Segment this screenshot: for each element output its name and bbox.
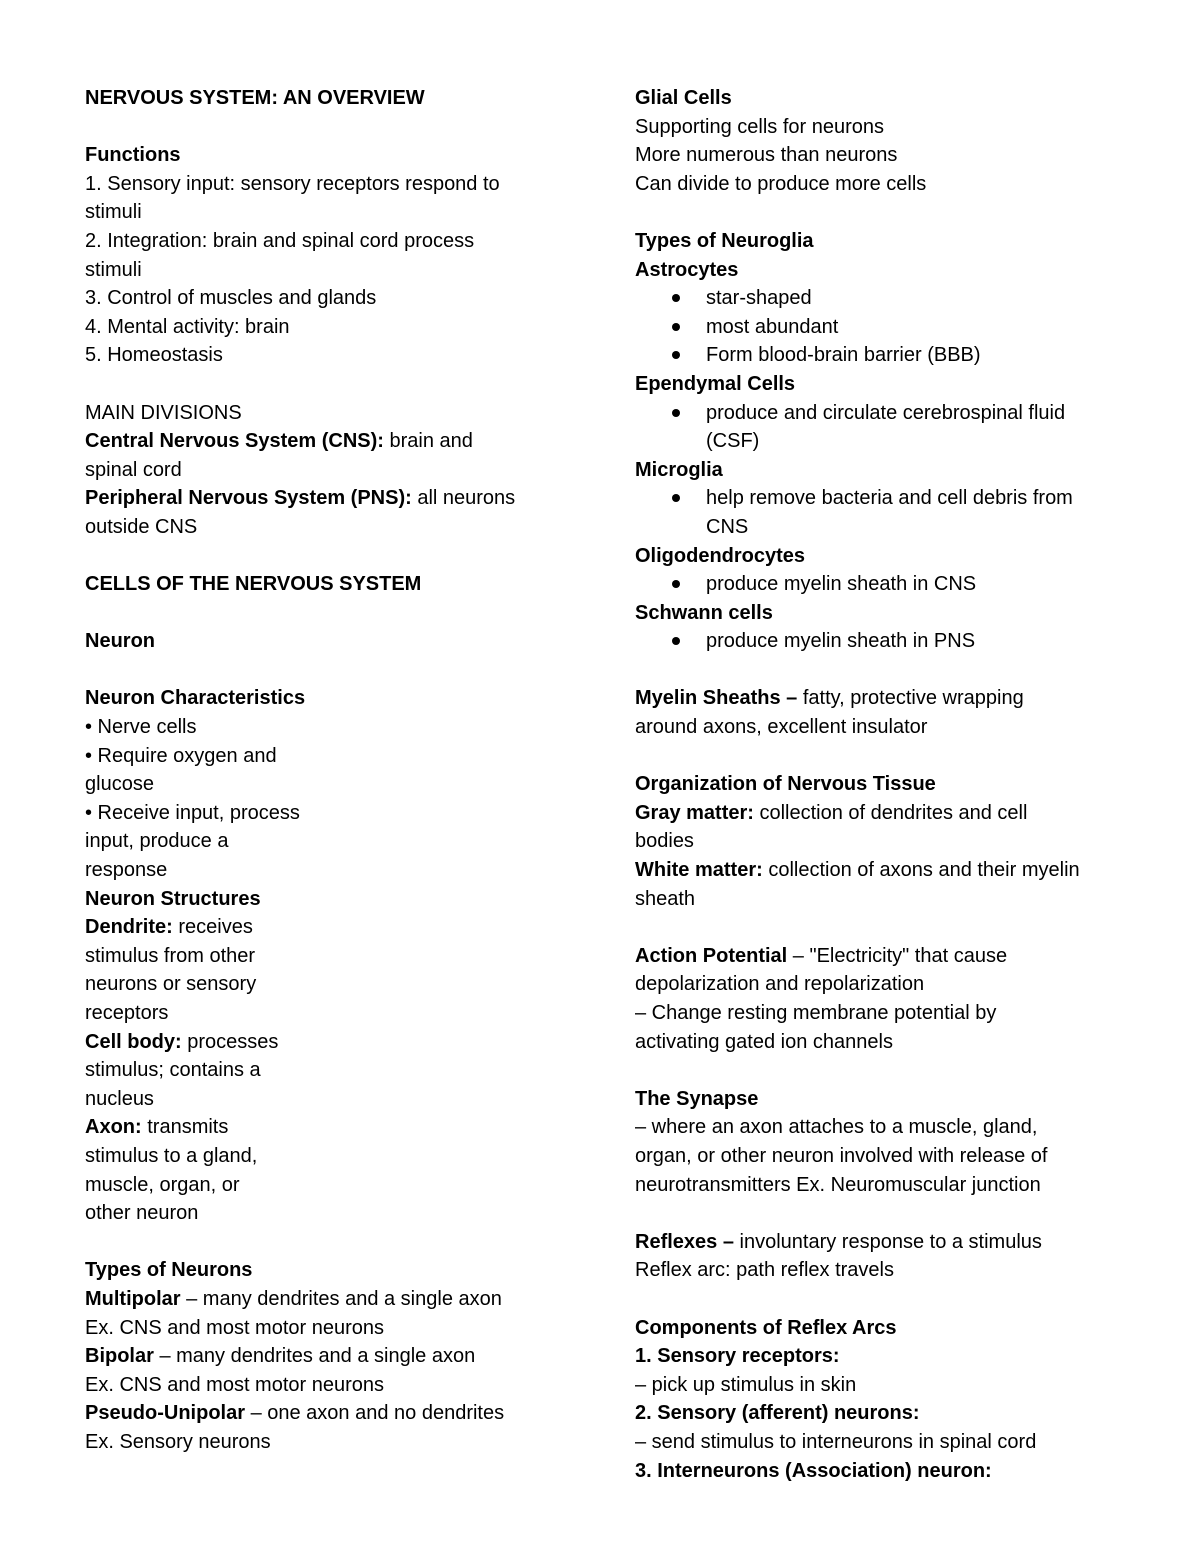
glial-line: Can divide to produce more cells [635,172,927,195]
axon-line: muscle, organ, or [85,1173,240,1196]
component-item: 1. Sensory receptors: [635,1345,840,1368]
characteristics-heading: Neuron Characteristics [85,687,306,710]
cell-body-definition: Cell body: processes [85,1030,279,1053]
reflexes-line: Reflex arc: path reflex travels [635,1259,894,1282]
component-definition: – pick up stimulus in skin [635,1373,857,1396]
action-potential-line: activating gated ion channels [635,1030,893,1053]
component-item: 3. Interneurons (Association) neuron: [635,1459,992,1482]
characteristics-line: • Require oxygen and [85,744,277,767]
right-column [635,84,1145,1485]
dendrite-line: receptors [85,1002,169,1024]
pseudo-unipolar-example: Ex. Sensory neurons [85,1430,271,1453]
axon-definition: Axon: transmits [85,1116,229,1139]
list-item: most abundant [635,313,1145,342]
action-potential-line: – Change resting membrane potential by [635,1002,997,1024]
list-item: star-shaped [635,284,1145,313]
synapse-line: neurotransmitters Ex. Neuromuscular junction [635,1173,1041,1196]
bipolar-definition: Bipolar – many dendrites and a single axon [85,1345,476,1368]
document-title: NERVOUS SYSTEM: AN OVERVIEW [85,87,425,109]
structures-heading: Neuron Structures [85,887,261,910]
multipolar-definition: Multipolar – many dendrites and a single axon [85,1287,502,1310]
components-heading: Components of Reflex Arcs [635,1316,897,1339]
axon-line: other neuron [85,1202,199,1225]
divisions-heading: MAIN DIVISIONS [85,401,242,424]
functions-line: 4. Mental activity: brain [85,315,290,338]
glial-line: Supporting cells for neurons [635,115,885,138]
types-heading: Types of Neurons [85,1259,253,1282]
dendrite-line: neurons or sensory [85,973,257,996]
cns-definition-cont: spinal cord [85,458,182,481]
myelin-definition: Myelin Sheaths – fatty, protective wrapping [635,687,1024,710]
cns-definition: Central Nervous System (CNS): brain and [85,430,473,453]
functions-line: 2. Integration: brain and spinal cord process [85,229,475,252]
dendrite-definition: Dendrite: receives [85,916,253,939]
characteristics-line: • Nerve cells [85,716,197,739]
list-item-cont: (CSF) [706,430,760,453]
pseudo-unipolar-definition: Pseudo-Unipolar – one axon and no dendrites [85,1402,505,1425]
neuron-heading: Neuron [85,630,155,653]
action-potential-definition: Action Potential – "Electricity" that cause [635,944,1008,967]
functions-heading: Functions [85,144,181,167]
list-item-cont: CNS [706,515,749,538]
component-definition: – send stimulus to interneurons in spinal cord [635,1430,1037,1453]
left-column [85,84,575,1457]
white-matter-line: sheath [635,887,696,910]
action-potential-line: depolarization and repolarization [635,973,925,996]
characteristics-line: glucose [85,773,154,796]
functions-line: 5. Homeostasis [85,344,223,367]
list-item: help remove bacteria and cell debris from [635,484,1145,513]
characteristics-line: response [85,859,168,882]
list-item: produce myelin sheath in PNS [635,627,1145,656]
ependymal-heading: Ependymal Cells [635,372,796,395]
component-item: 2. Sensory (afferent) neurons: [635,1402,920,1425]
cells-title: CELLS OF THE NERVOUS SYSTEM [85,573,422,596]
dendrite-line: stimulus from other [85,944,256,967]
cell-body-line: stimulus; contains a [85,1059,261,1082]
synapse-heading: The Synapse [635,1087,759,1110]
glial-line: More numerous than neurons [635,144,898,167]
gray-matter-definition: Gray matter: collection of dendrites and cell [635,801,1028,824]
list-item: produce myelin sheath in CNS [635,570,1145,599]
reflexes-definition: Reflexes – involuntary response to a stimulus [635,1230,1042,1253]
oligodendrocytes-heading: Oligodendrocytes [635,544,806,567]
pns-definition: Peripheral Nervous System (PNS): all neurons [85,487,516,510]
functions-line: stimuli [85,258,142,281]
functions-line: 1. Sensory input: sensory receptors respond to [85,172,500,195]
cell-body-line: nucleus [85,1087,154,1110]
neuroglia-heading: Types of Neuroglia [635,229,814,252]
list-item: produce and circulate cerebrospinal fluid [635,399,1145,428]
functions-line: 3. Control of muscles and glands [85,287,377,310]
synapse-line: – where an axon attaches to a muscle, gland, [635,1116,1038,1139]
schwann-heading: Schwann cells [635,601,773,624]
characteristics-line: • Receive input, process [85,801,300,824]
myelin-line: around axons, excellent insulator [635,716,928,739]
pns-definition-cont: outside CNS [85,515,198,538]
axon-line: stimulus to a gland, [85,1144,258,1167]
list-item: Form blood-brain barrier (BBB) [635,341,1145,370]
astrocytes-heading: Astrocytes [635,258,739,281]
glial-heading: Glial Cells [635,87,732,109]
microglia-heading: Microglia [635,458,723,481]
synapse-line: organ, or other neuron involved with release of [635,1144,1048,1167]
bipolar-example: Ex. CNS and most motor neurons [85,1373,385,1396]
functions-line: stimuli [85,201,142,224]
gray-matter-line: bodies [635,830,694,853]
white-matter-definition: White matter: collection of axons and their myelin [635,859,1080,882]
organization-heading: Organization of Nervous Tissue [635,773,936,796]
multipolar-example: Ex. CNS and most motor neurons [85,1316,385,1339]
characteristics-line: input, produce a [85,830,229,853]
